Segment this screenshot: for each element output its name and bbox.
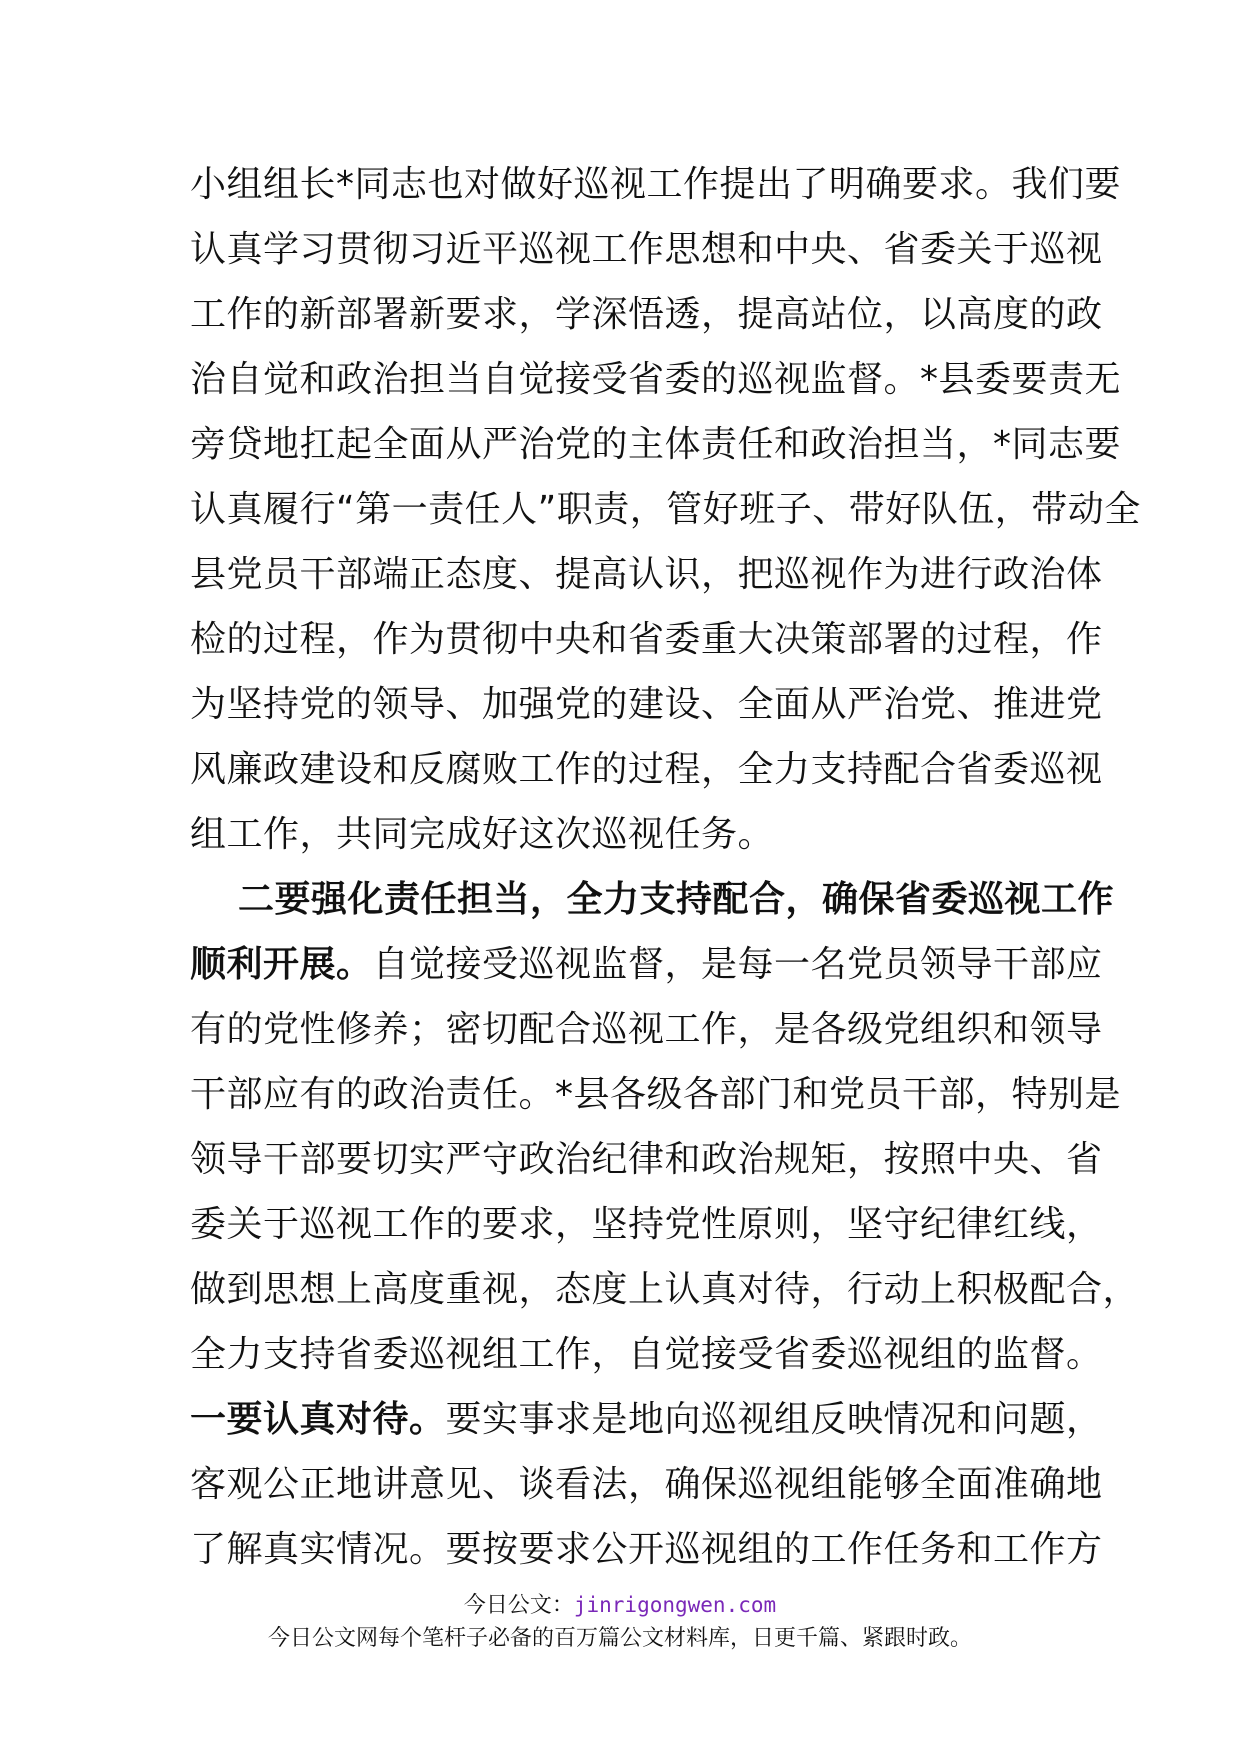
text-line: 干部应有的政治责任。*县各级各部门和党员干部，特别是	[190, 1074, 1122, 1115]
text-line: 组工作，共同完成好这次巡视任务。	[190, 814, 775, 855]
text-line: 委关于巡视工作的要求，坚持党性原则，坚守纪律红线，	[190, 1204, 1103, 1245]
text-line: 全力支持省委巡视组工作，自觉接受省委巡视组的监督。	[190, 1334, 1103, 1375]
text-line: 认真履行“第一责任人”职责，管好班子、带好队伍，带动全	[190, 489, 1141, 530]
text-line: 为坚持党的领导、加强党的建设、全面从严治党、推进党	[190, 684, 1103, 725]
text-line: 检的过程，作为贯彻中央和省委重大决策部署的过程，作	[190, 619, 1103, 660]
text-line: 小组组长*同志也对做好巡视工作提出了明确要求。我们要	[190, 164, 1122, 205]
subsection-heading-line: 一要认真对待。要实事求是地向巡视组反映情况和问题，	[190, 1399, 1103, 1440]
footer-site-line	[0, 1590, 1240, 1621]
section-heading: 顺利开展。	[190, 944, 373, 985]
footer-url[interactable]: jinrigongwen.com	[573, 1593, 777, 1617]
text-line: 风廉政建设和反腐败工作的过程，全力支持配合省委巡视	[190, 749, 1103, 790]
text-line: 旁贷地扛起全面从严治党的主体责任和政治担当，*同志要	[190, 424, 1122, 465]
footer-label: 今日公文：	[463, 1593, 574, 1618]
footer-tagline: 今日公文网每个笔杆子必备的百万篇公文材料库，日更千篇、紧跟时政。	[267, 1626, 972, 1651]
text-line: 客观公正地讲意见、谈看法，确保巡视组能够全面准确地	[190, 1464, 1103, 1505]
document-body	[190, 152, 1141, 1582]
text-line: 工作的新部署新要求，学深悟透，提高站位，以高度的政	[190, 294, 1103, 335]
text-line: 做到思想上高度重视，态度上认真对待，行动上积极配合，	[190, 1269, 1140, 1310]
text-line: 县党员干部端正态度、提高认识，把巡视作为进行政治体	[190, 554, 1103, 595]
section-heading: 二要强化责任担当，全力支持配合，确保省委巡视工作	[238, 879, 1115, 920]
text-line: 领导干部要切实严守政治纪律和政治规矩，按照中央、省	[190, 1139, 1103, 1180]
section-heading-line: 顺利开展。自觉接受巡视监督，是每一名党员领导干部应	[190, 944, 1103, 985]
section-heading-line	[190, 867, 1115, 932]
subsection-heading: 一要认真对待。	[190, 1399, 446, 1440]
text-line: 治自觉和政治担当自觉接受省委的巡视监督。*县委要责无	[190, 359, 1122, 400]
text-line: 认真学习贯彻习近平巡视工作思想和中央、省委关于巡视	[190, 229, 1103, 270]
text-line: 了解真实情况。要按要求公开巡视组的工作任务和工作方	[190, 1529, 1103, 1570]
text-line: 有的党性修养；密切配合巡视工作，是各级党组织和领导	[190, 1009, 1103, 1050]
